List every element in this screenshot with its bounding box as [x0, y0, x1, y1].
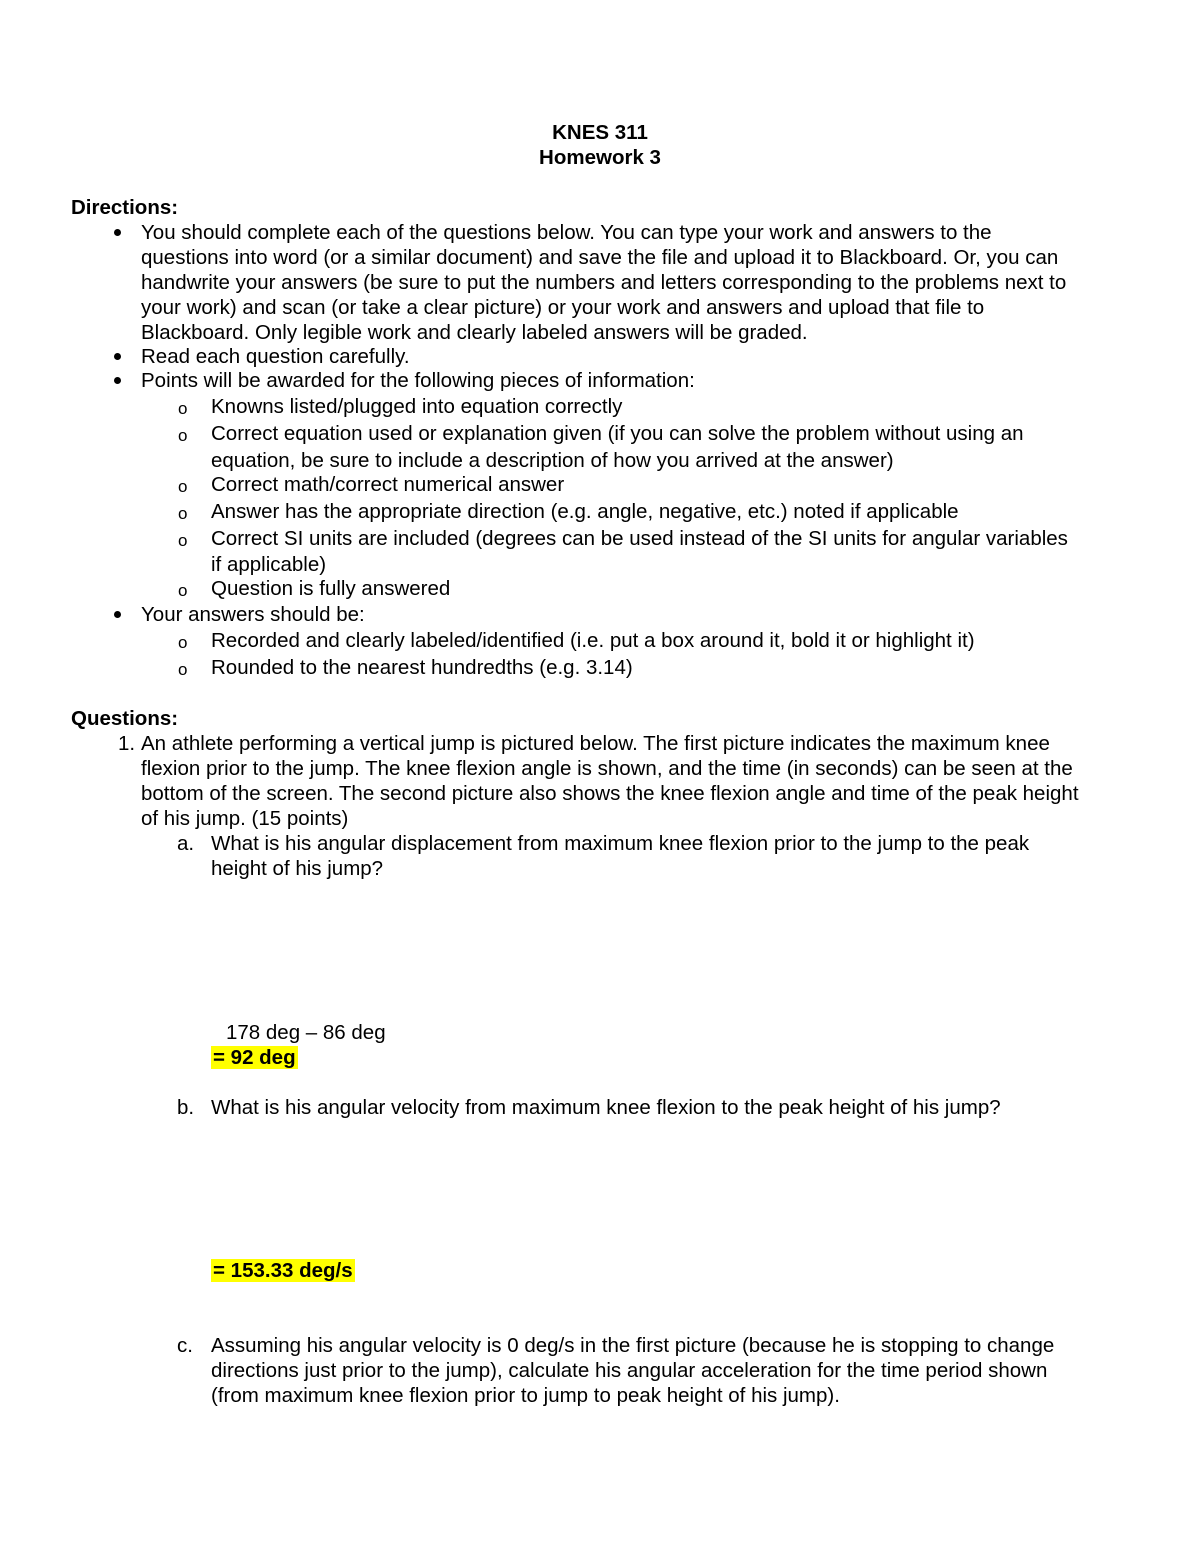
course-title: KNES 311 [552, 121, 648, 144]
part-a-work: 178 deg – 86 deg [226, 1021, 386, 1044]
part-b-answer: = 153.33 deg/s [213, 1259, 353, 1282]
directions-text-line: your work) and scan (or take a clear picture) or your work and answers and upload that file to [141, 296, 985, 319]
part-a-text-line: What is his angular displacement from maximum knee flexion prior to the jump to the peak [211, 832, 1030, 855]
circle-bullet-icon: o [178, 531, 188, 550]
points-item: Correct math/correct numerical answer [211, 473, 565, 496]
directions-text-line: You should complete each of the questions below. You can type your work and answers to the [141, 221, 992, 244]
part-a-label: a. [177, 832, 195, 855]
part-a-answer: = 92 deg [213, 1046, 296, 1069]
questions-heading: Questions: [71, 707, 179, 730]
question-text-line: of his jump. (15 points) [141, 807, 349, 830]
points-item: Answer has the appropriate direction (e.g. angle, negative, etc.) noted if applicable [211, 500, 959, 523]
bullet-icon [114, 611, 121, 618]
answers-intro: Your answers should be: [141, 603, 365, 626]
part-c-text-line: Assuming his angular velocity is 0 deg/s in the first picture (because he is stopping to change [211, 1334, 1055, 1357]
answers-item: Rounded to the nearest hundredths (e.g. 3.14) [211, 656, 633, 679]
points-item-continued: if applicable) [211, 553, 327, 576]
assignment-title: Homework 3 [539, 146, 661, 169]
points-item-continued: equation, be sure to include a description of how you arrived at the answer) [211, 449, 894, 472]
points-item: Question is fully answered [211, 577, 451, 600]
directions-read-carefully: Read each question carefully. [141, 345, 410, 368]
circle-bullet-icon: o [178, 477, 188, 496]
part-a-text-line: height of his jump? [211, 857, 384, 880]
directions-text-line: handwrite your answers (be sure to put the numbers and letters corresponding to the problems next to [141, 271, 1067, 294]
bullet-icon [114, 353, 121, 360]
directions-text-line: questions into word (or a similar document) and save the file and upload it to Blackboard. Or, you can [141, 246, 1059, 269]
part-b-text: What is his angular velocity from maximum knee flexion to the peak height of his jump? [211, 1096, 1001, 1119]
part-b-answer-wrap [211, 1258, 355, 1283]
question-text-line: flexion prior to the jump. The knee flexion angle is shown, and the time (in seconds) can be seen at the [141, 757, 1073, 780]
directions-heading: Directions: [71, 196, 179, 219]
question-number: 1. [118, 732, 136, 755]
question-text-line: bottom of the screen. The second picture also shows the knee flexion angle and time of the peak height [141, 782, 1079, 805]
part-a-answer-wrap [211, 1045, 298, 1070]
circle-bullet-icon: o [178, 633, 188, 652]
circle-bullet-icon: o [178, 581, 188, 600]
question-text-line: An athlete performing a vertical jump is pictured below. The first picture indicates the maximum knee [141, 732, 1050, 755]
bullet-icon [114, 377, 121, 384]
points-item: Knowns listed/plugged into equation correctly [211, 395, 623, 418]
circle-bullet-icon: o [178, 399, 188, 418]
points-intro: Points will be awarded for the following pieces of information: [141, 369, 695, 392]
circle-bullet-icon: o [178, 504, 188, 523]
part-b-label: b. [177, 1096, 195, 1119]
points-item: Correct equation used or explanation given (if you can solve the problem without using an [211, 422, 1024, 445]
points-item: Correct SI units are included (degrees can be used instead of the SI units for angular variables [211, 527, 1068, 550]
directions-text-line: Blackboard. Only legible work and clearly labeled answers will be graded. [141, 321, 808, 344]
part-c-text-line: directions just prior to the jump), calculate his angular acceleration for the time period shown [211, 1359, 1048, 1382]
circle-bullet-icon: o [178, 660, 188, 679]
circle-bullet-icon: o [178, 426, 188, 445]
part-c-label: c. [177, 1334, 193, 1357]
bullet-icon [114, 229, 121, 236]
answers-item: Recorded and clearly labeled/identified (i.e. put a box around it, bold it or highlight it) [211, 629, 975, 652]
part-c-text-line: (from maximum knee flexion prior to jump to peak height of his jump). [211, 1384, 840, 1407]
